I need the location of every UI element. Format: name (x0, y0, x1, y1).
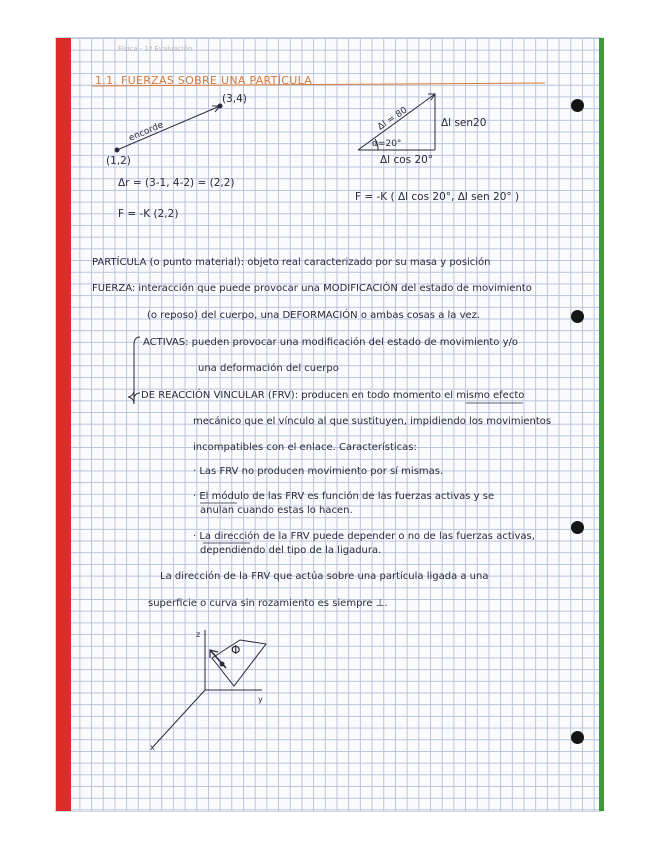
note-line-1: PARTÍCULA (o punto material): objeto real caracterizado por su masa y posición (92, 257, 491, 268)
force-equation-2: F = -K ( Δl cos 20°, Δl sen 20° ) (355, 191, 520, 203)
axes-sketch (152, 630, 266, 748)
note-line-2: FUERZA: interacción que puede provocar una MODIFICACIÓN del estado de movimiento (92, 283, 532, 294)
note-line-14: La dirección de la FRV que actúa sobre una partícula ligada a una (160, 571, 489, 582)
note-line-5: una deformación del cuerpo (198, 363, 339, 374)
note-line-7: mecánico que el vínculo al que sustituyen, impidiendo los movimientos (193, 416, 552, 427)
start-dot (115, 148, 119, 152)
bracket-bottom (134, 360, 140, 400)
phi-label: Φ (231, 643, 241, 657)
note-line-9: · Las FRV no producen movimiento por sí mismas. (193, 466, 444, 477)
note-line-12: · La dirección de la FRV puede depender o no de las fuerzas activas, (193, 531, 535, 542)
note-line-6: DE REACCIÓN VINCULAR (FRV): producen en todo momento el mismo efecto (141, 390, 525, 401)
force-equation-1: F = -K (2,2) (118, 208, 179, 220)
particle-dot (220, 662, 224, 666)
note-line-8: incompatibles con el enlace. Características: (193, 442, 417, 453)
horizontal-side-label: Δl cos 20° (380, 154, 434, 166)
note-line-11: anulan cuando estas lo hacen. (200, 505, 353, 516)
displacement-equation: Δr = (3-1, 4-2) = (2,2) (118, 177, 235, 189)
angle-label: α=20° (372, 139, 402, 149)
vertical-side-label: Δl sen20 (441, 117, 487, 129)
start-point-label: (1,2) (106, 155, 131, 167)
note-line-10: · El módulo de las FRV es función de las fuerzas activas y se (193, 491, 495, 502)
note-line-15: superficie o curva sin rozamiento es siempre ⊥. (148, 598, 388, 609)
z-axis-label: z (196, 630, 201, 639)
end-point-label: (3,4) (222, 93, 247, 105)
section-title: 1.1. FUERZAS SOBRE UNA PARTÍCULA (95, 74, 313, 87)
faint-header-note: Física · 1ª Evaluación (118, 45, 193, 53)
x-axis-label: x (150, 743, 155, 752)
hypotenuse-label: Δl = 80 (376, 105, 410, 133)
title-underline (92, 83, 545, 86)
note-line-13: dependiendo del tipo de la ligadura. (200, 545, 382, 556)
y-axis-label: y (258, 695, 263, 704)
note-line-4: ACTIVAS: pueden provocar una modificación del estado de movimiento y/o (143, 337, 518, 348)
x-axis (152, 690, 205, 748)
note-line-3: (o reposo) del cuerpo, una DEFORMACIÓN o ambas cosas a la vez. (147, 310, 481, 321)
vector-label: encorde (127, 120, 166, 144)
